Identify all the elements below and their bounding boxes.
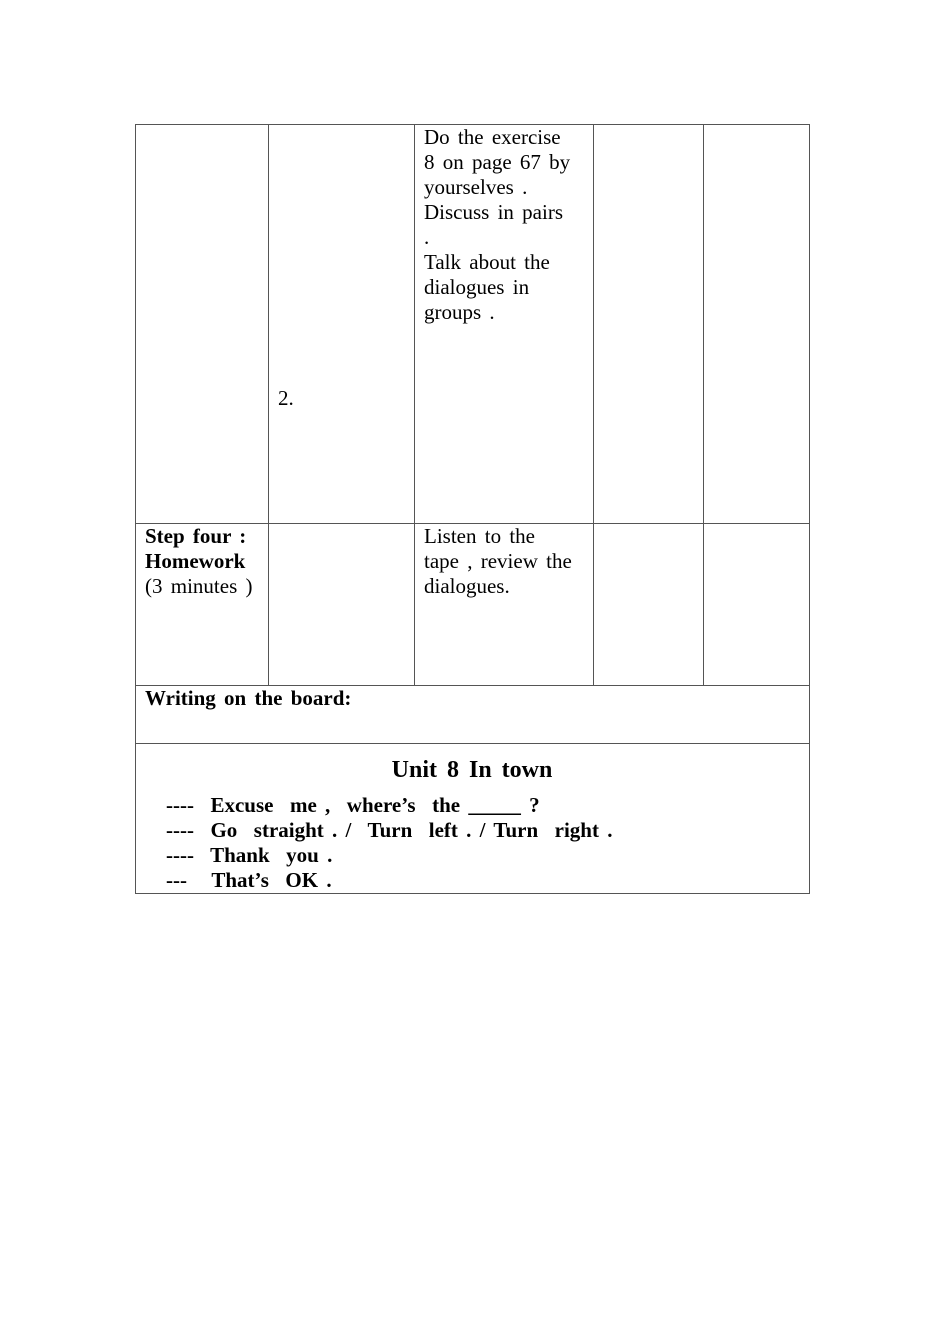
lesson-plan-table	[135, 124, 810, 894]
activity-line: yourselves .	[424, 175, 528, 199]
table-row	[136, 744, 810, 894]
table-row	[136, 524, 810, 686]
board-line: ---- Go straight . / Turn left . / Turn right .	[166, 818, 613, 842]
purpose-cell	[594, 524, 704, 686]
teacher-activity-cell	[269, 524, 415, 686]
board-label: Writing on the board:	[145, 686, 352, 710]
step-title: Step four :	[145, 524, 247, 548]
activity-line: tape , review the	[424, 549, 572, 573]
table-row	[136, 686, 810, 744]
student-activity-cell	[415, 524, 594, 686]
activity-line: Talk about the	[424, 250, 550, 274]
step-cell	[136, 524, 269, 686]
activity-line: dialogues in	[424, 275, 530, 299]
step-cell	[136, 125, 269, 524]
activity-line: 8 on page 67 by	[424, 150, 571, 174]
step-number: 2.	[278, 386, 294, 410]
activity-line: dialogues.	[424, 574, 510, 598]
activity-line: .	[424, 225, 430, 249]
step-duration: (3 minutes )	[145, 574, 253, 598]
board-line: --- That’s OK .	[166, 868, 332, 892]
board-label-cell	[136, 686, 810, 744]
purpose-cell	[594, 125, 704, 524]
teacher-activity-cell	[269, 125, 415, 524]
activity-line: Listen to the	[424, 524, 535, 548]
notes-cell	[704, 125, 810, 524]
board-line: ---- Thank you .	[166, 843, 333, 867]
step-title: Homework	[145, 549, 246, 573]
board-line: ---- Excuse me , where’s the _____ ?	[166, 793, 540, 817]
board-content-cell	[136, 744, 810, 894]
activity-line: groups .	[424, 300, 495, 324]
activity-line: Do the exercise	[424, 125, 561, 149]
student-activity-cell	[415, 125, 594, 524]
board-title: Unit 8 In town	[391, 757, 553, 783]
activity-line: Discuss in pairs	[424, 200, 563, 224]
table-row	[136, 125, 810, 524]
notes-cell	[704, 524, 810, 686]
